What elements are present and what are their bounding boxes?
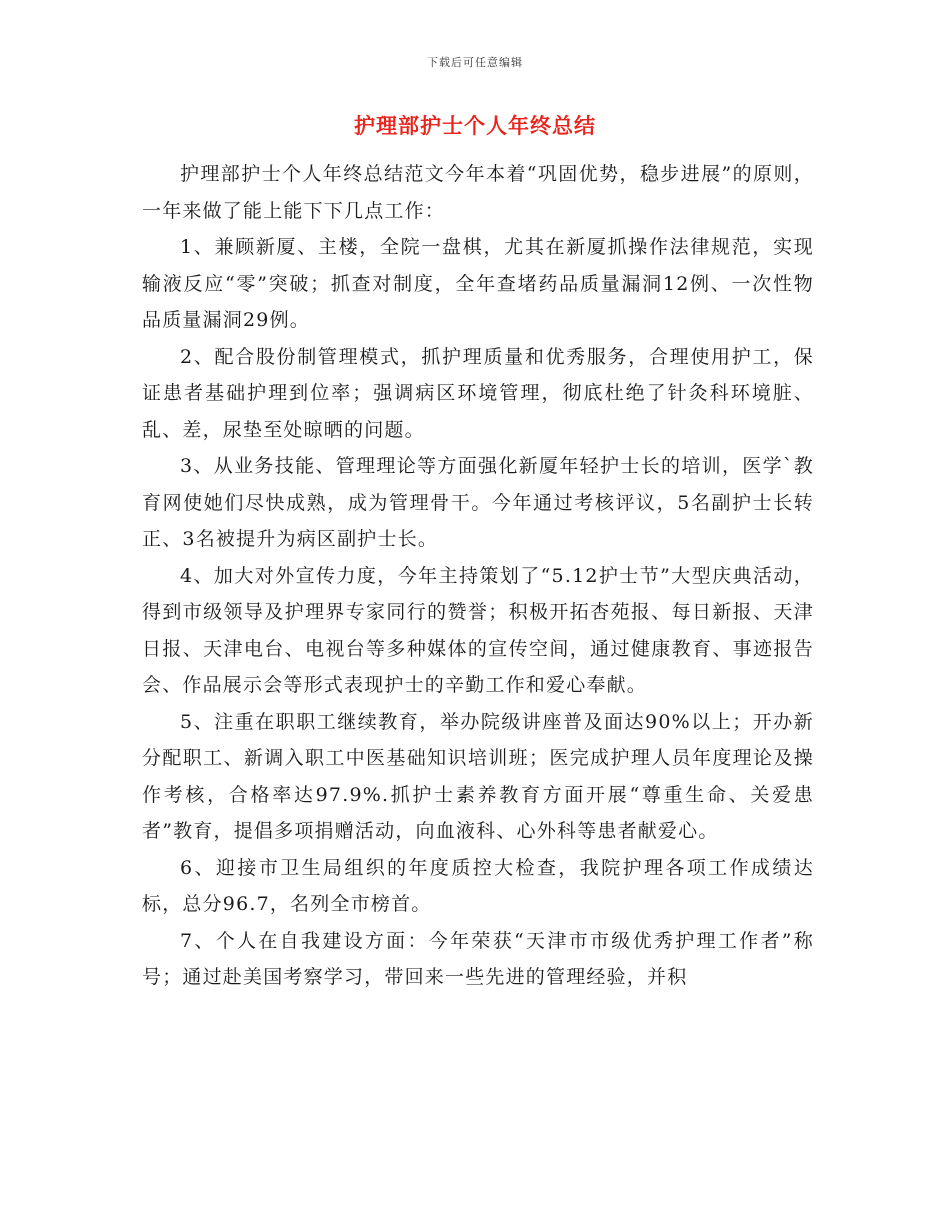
document-title: 护理部护士个人年终总结 [354,113,596,138]
item-2-paragraph: 2、配合股份制管理模式，抓护理质量和优秀服务，合理使用护工，保证患者基础护理到位率；强调病区环境管理，彻底杜绝了针灸科环境脏、乱、差，尿垫至处晾晒的问题。 [142,345,814,441]
item-1-paragraph: 1、兼顾新厦、主楼，全院一盘棋，尤其在新厦抓操作法律规范，实现输液反应“零”突破；抓查对制度，全年查堵药品质量漏洞12例、一次性物品质量漏洞29例。 [142,236,814,331]
intro-paragraph: 护理部护士个人年终总结范文今年本着“巩固优势，稳步进展”的原则，一年来做了能上能下下几点工作： [142,163,814,222]
item-5-paragraph: 5、注重在职职工继续教育，举办院级讲座普及面达90%以上；开办新分配职工、新调入职工中医基础知识培训班；医完成护理人员年度理论及操作考核，合格率达97.9%.抓护士素养教育方面开展“尊重生命、关爱患者”教育，提倡多项捐赠活动，向血液科、心外科等患者献爱心。 [142,710,814,842]
item-4-paragraph: 4、加大对外宣传力度，今年主持策划了“5.12护士节”大型庆典活动，得到市级领导及护理界专家同行的赞誉；积极开拓杏苑报、每日新报、天津日报、天津电台、电视台等多种媒体的宣传空间，通过健康教育、事迹报告会、作品展示会等形式表现护士的辛勤工作和爱心奉献。 [142,564,814,696]
item-7-paragraph: 7、个人在自我建设方面：今年荣获“天津市市级优秀护理工作者”称号；通过赴美国考察学习，带回来一些先进的管理经验，并积 [142,929,814,988]
item-6-paragraph: 6、迎接市卫生局组织的年度质控大检查，我院护理各项工作成绩达标，总分96.7，名列全市榜首。 [142,856,814,915]
page-header-note: 下载后可任意编辑 [427,56,523,69]
item-3-paragraph: 3、从业务技能、管理理论等方面强化新厦年轻护士长的培训，医学`教育网使她们尽快成熟，成为管理骨干。今年通过考核评议，5名副护士长转正、3名被提升为病区副护士长。 [142,455,814,550]
document-body [142,156,814,996]
